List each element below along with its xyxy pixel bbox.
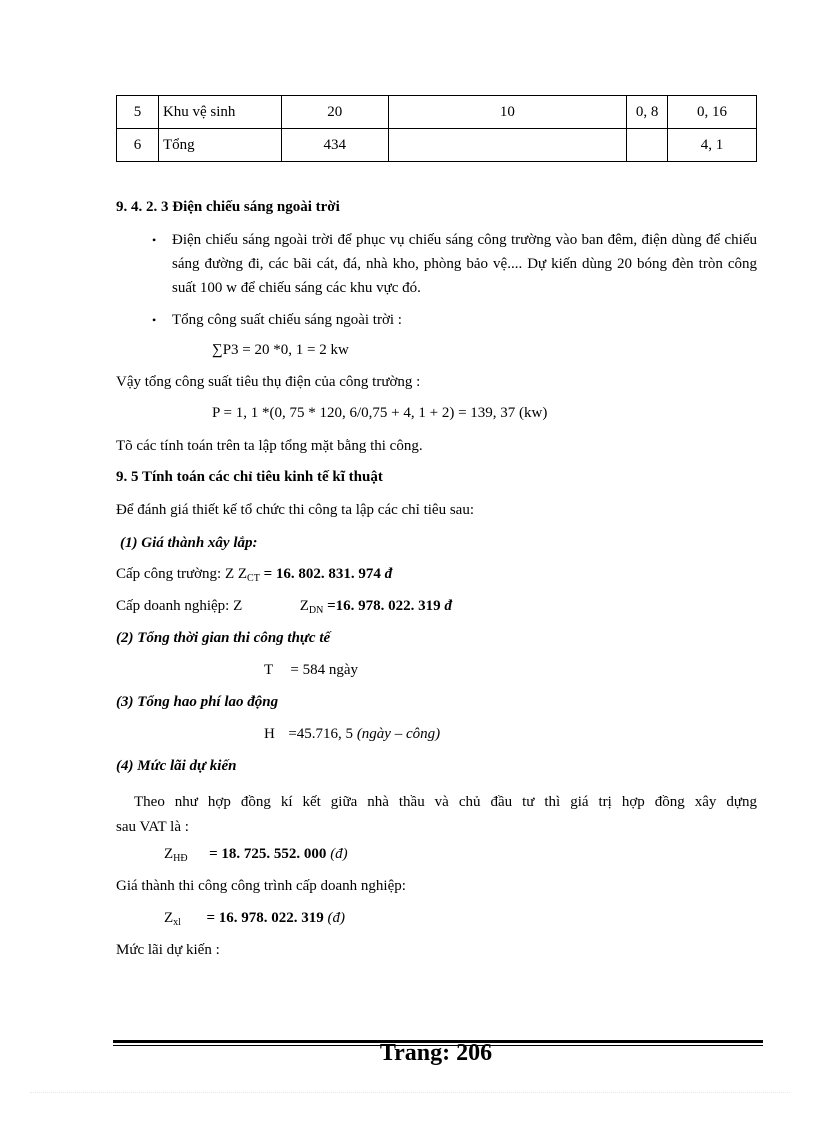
row-value-d: 0, 16 [668,96,757,129]
total-power-formula: P = 1, 1 *(0, 75 * 120, 6/0,75 + 4, 1 + 2) = 139, 37 (kw) [212,405,548,421]
site-cost-value: = 16. 802. 831. 974 [263,566,381,582]
row-number: 6 [117,129,159,162]
row-value-b: 10 [388,96,627,129]
bullet-text: Điện chiếu sáng ngoài trời để phục vụ chiếu sáng công trường vào ban đêm, điện dùng để chiếu sáng đường đi, các bãi cát, đá, nhà kho, phòng bảo vệ.... Dự kiến dùng 20 bóng đèn tròn công suất 100 w để chiếu sáng các khu vực đó. [172,232,757,296]
duration-var: T [264,662,273,678]
row-value-a: 20 [281,96,388,129]
section-heading-9423: 9. 4. 2. 3 Điện chiếu sáng ngoài trời [116,199,340,215]
duration-formula [264,662,358,679]
duration-value: = 584 ngày [290,662,359,678]
total-power-label: Vậy tổng công suất tiêu thụ điện của công trường : [116,374,421,390]
labor-unit: (ngày – công) [356,726,441,742]
construction-value: = 16. 978. 022. 319 [206,910,324,926]
item-1-title: (1) Giá thành xây lắp: [120,535,258,551]
profit-label: Mức lãi dự kiến : [116,942,220,958]
row-value-d: 4, 1 [668,129,757,162]
enterprise-cost-value: =16. 978. 022. 319 [327,598,441,614]
site-level-cost [116,566,392,584]
table-row [117,96,757,129]
row-number: 5 [117,96,159,129]
construction-cost-formula [164,910,345,928]
bullet-item [152,228,757,300]
page-number: Trang: 206 [379,1040,493,1066]
enterprise-level-cost [116,598,452,616]
row-value-a: 434 [281,129,388,162]
conclusion-text: Tõ các tính toán trên ta lập tổng mặt bằng thi công. [116,438,423,454]
contract-paragraph [116,790,757,840]
section-intro: Để đánh giá thiết kế tổ chức thi công ta lập các chỉ tiêu sau: [116,502,475,518]
contract-unit: (đ) [330,846,348,862]
lighting-power-formula: ∑P3 = 20 *0, 1 = 2 kw [212,342,349,358]
item-2-title: (2) Tổng thời gian thi công thực tế [116,630,331,646]
construction-unit: (đ) [327,910,346,926]
labor-formula [264,726,440,743]
contract-value-formula [164,846,348,864]
power-load-table [116,95,757,162]
row-name: Tổng [158,129,281,162]
labor-var: H [264,726,275,742]
construction-var: Z [164,910,174,926]
enterprise-cost-var: Z [299,598,309,614]
enterprise-cost-unit: đ [444,598,452,614]
contract-text-line-1: Theo như hợp đồng kí kết giữa nhà thầu và chủ đầu tư thì giá trị hợp đồng xây dựng [134,794,757,810]
row-name: Khu vệ sinh [158,96,281,129]
enterprise-cost-sub: DN [308,605,324,616]
enterprise-cost-label: Cấp doanh nghiệp: Z [116,598,243,614]
contract-sub: HĐ [173,853,188,864]
enterprise-cost-label-2: Giá thành thi công công trình cấp doanh nghiệp: [116,878,406,894]
table-row [117,129,757,162]
bullet-icon: • [152,313,157,327]
row-value-b [388,129,627,162]
site-cost-var: Z [237,566,248,582]
contract-text-line-2: sau VAT là : [116,819,189,835]
contract-value: = 18. 725. 552. 000 [209,846,327,862]
contract-var: Z [164,846,174,862]
bullet-text: Tổng công suất chiếu sáng ngoài trời : [172,312,402,328]
bullet-icon: • [152,233,157,247]
item-4-title: (4) Mức lãi dự kiến [116,758,237,774]
labor-value: =45.716, 5 [288,726,354,742]
site-cost-label: Cấp công trường: Z [116,566,235,582]
site-cost-sub: CT [247,573,260,584]
construction-sub: xl [173,917,181,928]
page-bottom-divider [30,1092,790,1093]
site-cost-unit: đ [384,566,393,582]
bullet-item [152,308,757,332]
section-heading-95: 9. 5 Tính toán các chỉ tiêu kinh tế kĩ thuật [116,469,383,485]
row-value-c [627,129,668,162]
item-3-title: (3) Tổng hao phí lao động [116,694,279,710]
row-value-c: 0, 8 [627,96,668,129]
